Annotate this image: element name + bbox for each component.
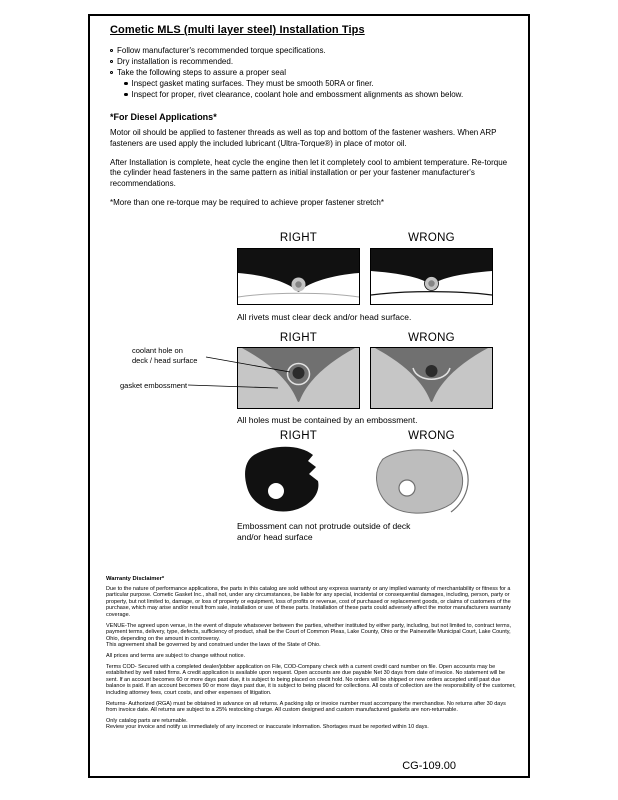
hole-contained-art [238,348,359,408]
disclaimer-paragraph: Review your invoice and notify us immediately of any incorrect or inaccurate information. Shortages must be reported within 10 days. [106,724,429,731]
holes-wrong-diagram [370,347,493,409]
right-label-holes: RIGHT [279,332,318,344]
tip-text: Take the following steps to assure a proper seal [117,68,286,77]
filled-bullet-icon [124,93,128,97]
tip-item [110,45,514,56]
filled-bullet-icon [124,82,128,86]
hole-not-contained-art [371,348,492,408]
tip-text: Follow manufacturer's recommended torque specifications. [117,46,326,55]
right-label-rivets: RIGHT [279,232,318,244]
tip-sub-text: Inspect for proper, rivet clearance, coolant hole and embossment alignments as shown below. [131,90,464,99]
page-border-frame [88,14,530,778]
disclaimer-paragraph: This agreement shall be governed by and construed under the laws of the State of Ohio. [106,642,321,649]
tip-item [110,67,514,78]
embossment-right-diagram [238,445,359,517]
right-label-embossment: RIGHT [279,430,318,442]
rivet-wrong-diagram [370,248,493,305]
embossment-caption: Embossment can not protrude outside of deck and/or head surface [237,521,411,542]
embossment-inside-art [238,445,359,517]
disclaimer-paragraph: Terms COD- Secured with a completed dealer/jobber application on File, COD-Company check with a current credit card number on file. Open accounts may be established by well rated firms. A credit application is available upon request. Open accounts are due payable Net 30 days from date of invoice. No statement will be sent. If an account becomes 60 or more days past due, it is subject to being placed on credit hold. No orders will be shipped or new orders accepted until past due balance is paid. If an account becomes 90 or more days past due, it is subject to being placed for collections. All costs of collection are the responsibility of the customer, including attorney fees, court costs, and other expenses of litigation. [106,663,516,696]
rivets-caption: All rivets must clear deck and/or head surface. [237,312,412,322]
tip-sub-item [110,78,514,89]
rivet-clear-art [238,249,359,304]
holes-right-diagram [237,347,360,409]
coolant-hole-label: coolant hole on deck / head surface [132,346,198,365]
bolt-hole-icon [399,480,415,496]
disclaimer-heading: Warranty Disclaimer* [106,576,165,582]
header-section [110,24,514,217]
disclaimer-paragraph: Due to the nature of performance applications, the parts in this catalog are sold without any express warranty or any implied warranty of merchantability or fitness for a particular purpose. Cometic Gasket Inc., shall not, under any circumstances, be liable for any special, incidental or consequential damages, including, person, party or property, but not limited to, damage, or loss of property or equipment, loss of profits or revenue, cost of purchased or replacement goods, or claims of customers of the purchase, which may arise and/or result from sale, installation or use of these parts. Installation of these parts could adversely affect the motor manufacturers warranty coverage. [106,585,511,618]
embossment-wrong-diagram [371,445,492,517]
holes-caption: All holes must be contained by an embossment. [237,415,418,425]
tip-sub-item [110,89,514,100]
wrong-label-embossment: WRONG [408,430,455,442]
diesel-paragraph-1: Motor oil should be applied to fastener threads as well as top and bottom of the fastener washers. When ARP fasteners are used apply the included lubricant (Ultra-Torque®) in place of motor oil. [110,128,497,148]
gasket-embossment-label: gasket embossment [120,381,188,390]
bolt-hole-icon [268,483,284,499]
coolant-hole-icon [426,365,438,377]
retorque-note: *More than one re-torque may be required to achieve proper fastener stretch* [110,197,384,207]
open-bullet-icon [110,49,113,52]
embossment-protruding-art [371,445,492,517]
disclaimer-paragraph: Only catalog parts are returnable. [106,717,188,724]
warranty-disclaimer-section [106,576,516,735]
tip-text: Dry installation is recommended. [117,57,234,66]
diesel-paragraph-2: After Installation is complete, heat cycle the engine then let it completely cool to ambient temperature. Re-torque the cylinder head fasteners in the same pattern as initial installation or per your fastener manufacturer's recommendations. [110,157,508,189]
document-code: CG-109.00 [402,760,456,772]
wrong-label-holes: WRONG [408,332,455,344]
wrong-label-rivets: WRONG [408,232,455,244]
tip-sub-text: Inspect gasket mating surfaces. They must be smooth 50RA or finer. [131,79,374,88]
rivet-touching-art [371,249,492,304]
open-bullet-icon [110,60,113,63]
page-title: Cometic MLS (multi layer steel) Installation Tips [110,24,365,36]
diesel-applications-heading: *For Diesel Applications* [110,112,217,122]
rivet-right-diagram [237,248,360,305]
disclaimer-paragraph: VENUE-The agreed upon venue, in the event of dispute whatsoever between the parties, whether instituted by either party, including, but not limited to, contract terms, payment terms, delivery, type, defects, sufficiency of product, shall be the Court of Common Pleas, Lake County, Ohio or the Painesville Municipal Court, Lake County, Ohio, depending on the amount in controversy. [106,622,511,642]
disclaimer-paragraph: All prices and terms are subject to change without notice. [106,652,246,659]
open-bullet-icon [110,71,113,74]
disclaimer-paragraph: Returns- Authorized (RGA) must be obtained in advance on all returns. A packing slip or invoice number must accompany the merchandise. No returns after 30 days from invoice date. All returns are subject to a 25% restocking charge. All custom designed and custom manufactured gaskets are non-returnable. [106,700,506,714]
coolant-hole-icon [293,367,305,379]
tip-item [110,56,514,67]
